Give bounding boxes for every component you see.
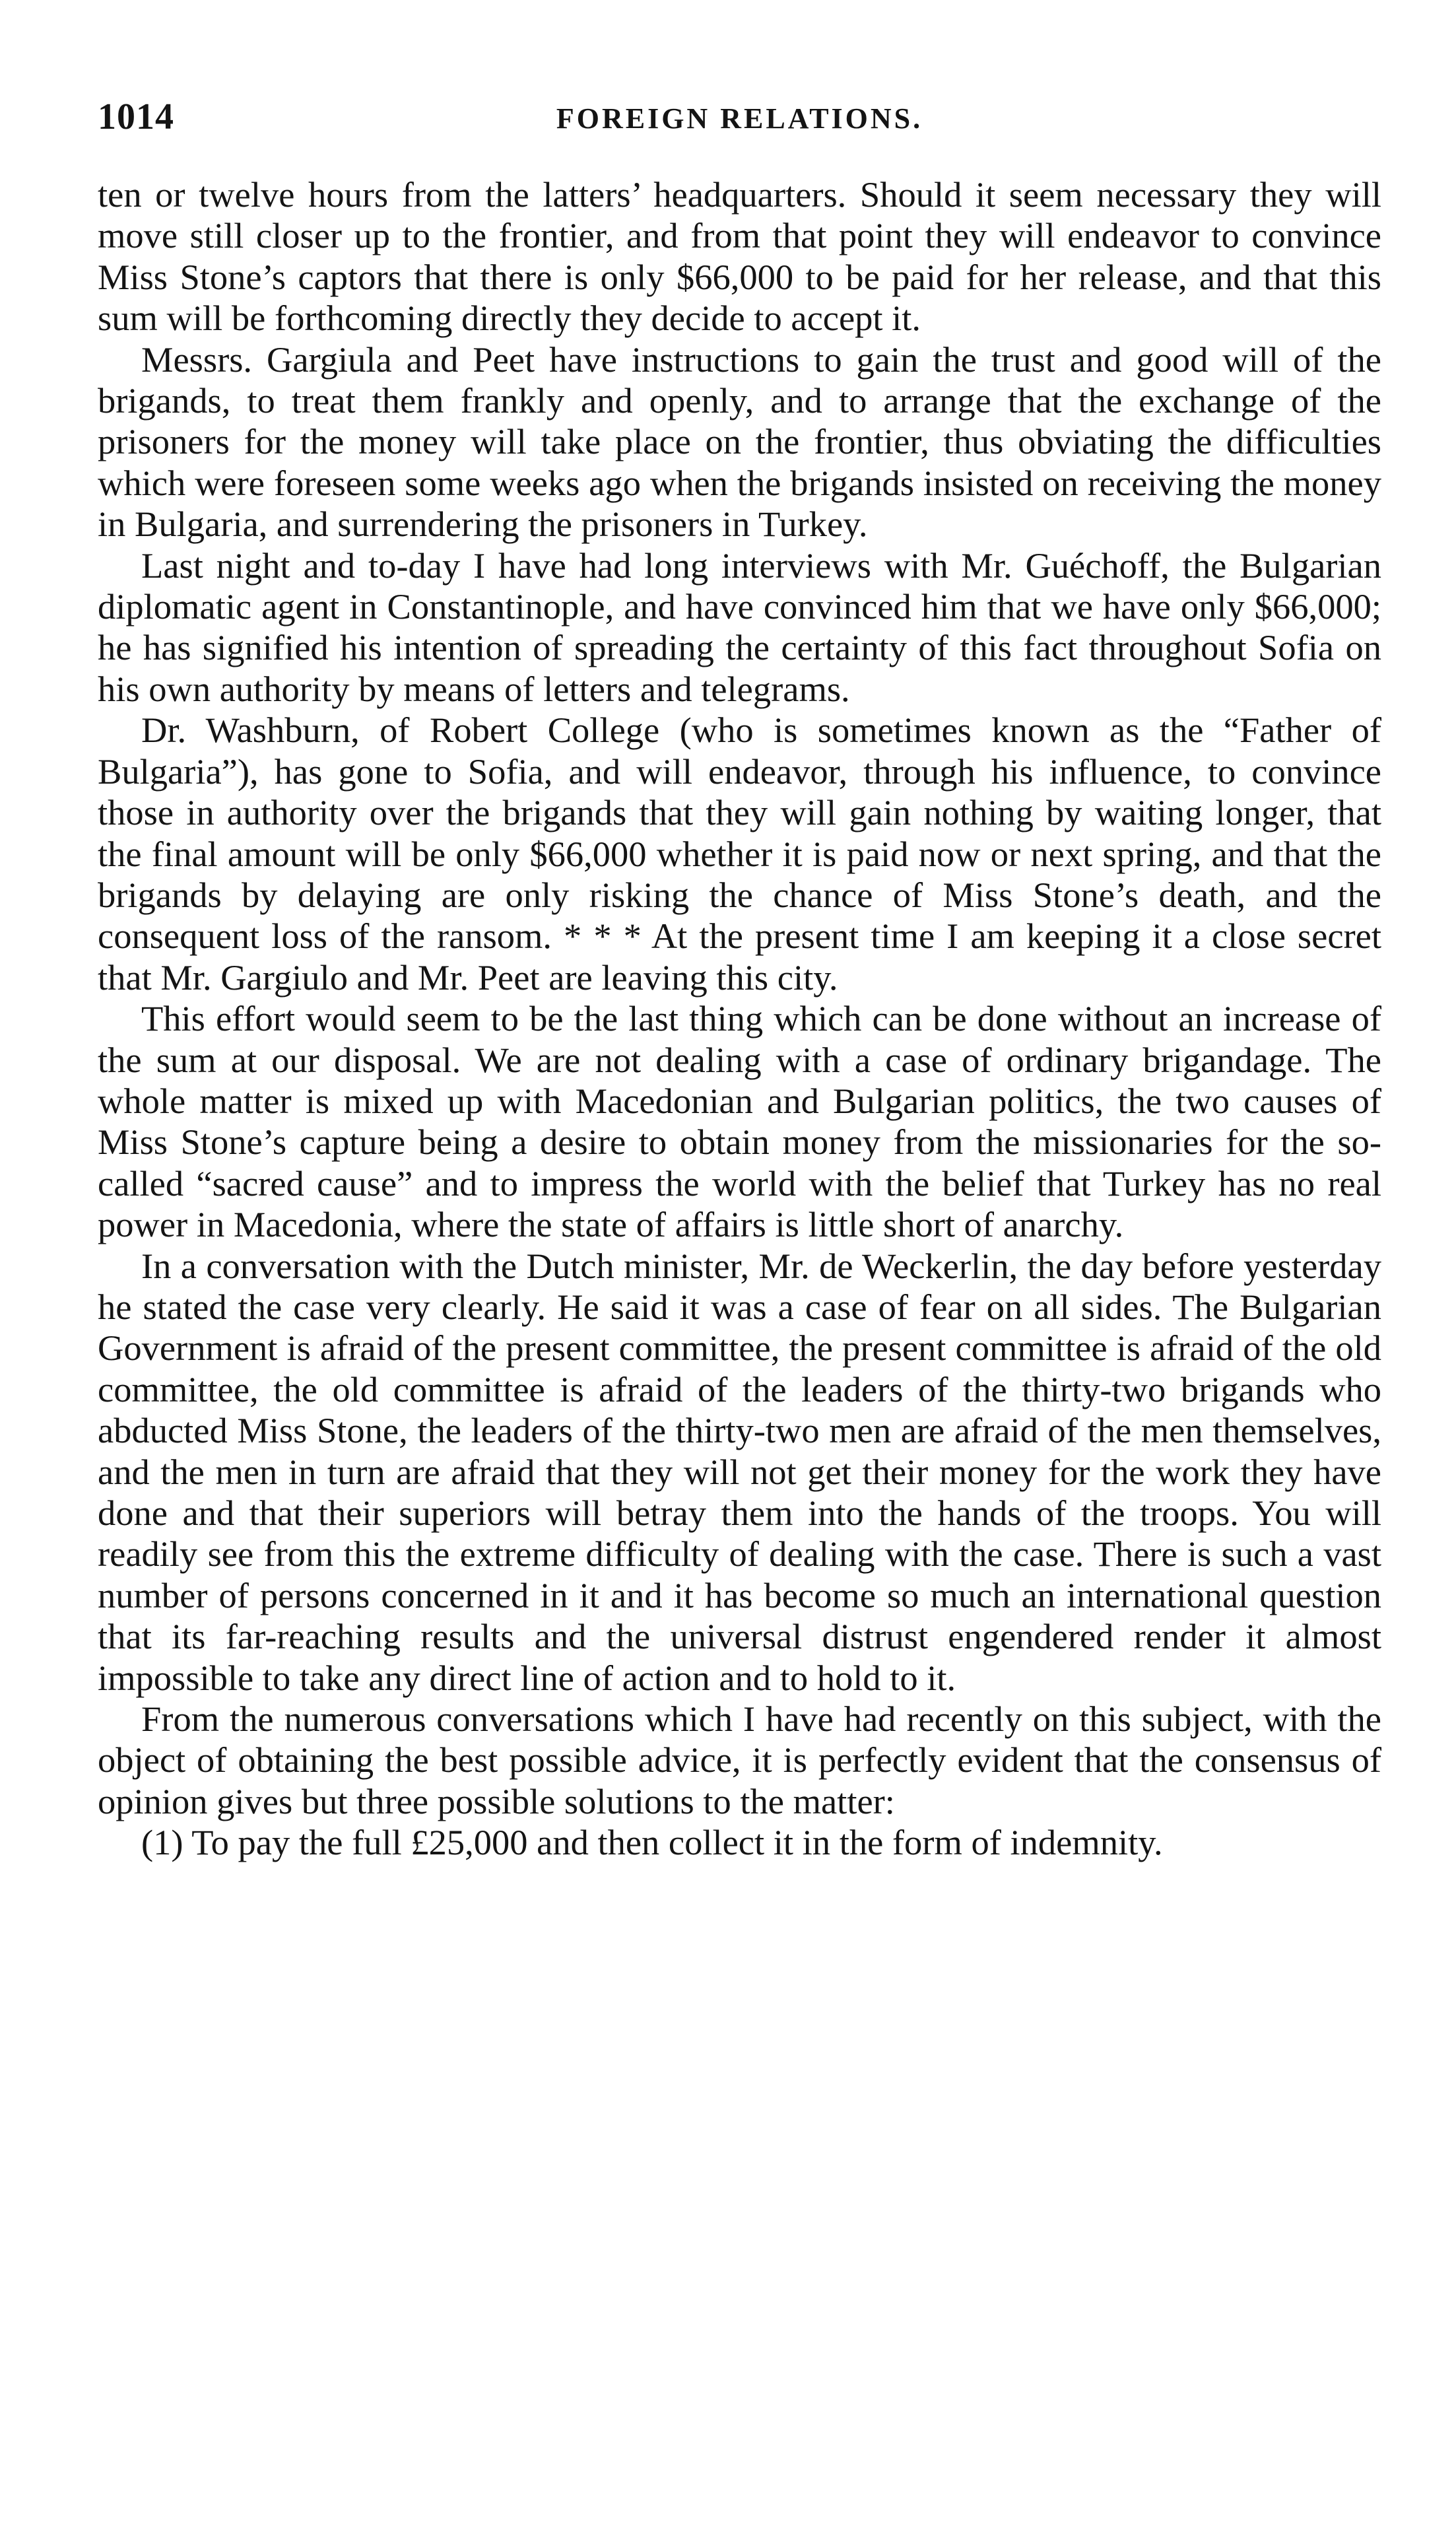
page-number: 1014 <box>98 96 174 137</box>
running-head: FOREIGN RELATIONS. <box>556 102 923 135</box>
paragraph: Dr. Washburn, of Robert College (who is sometimes known as the “Father of Bulgaria”), has gone to Sofia, and will endeavor, through his influence, to convince those in authority over the brigands that they will gain nothing by waiting longer, that the final amount will be only $66,000 whether it is paid now or next spring, and that the brigands by delaying are only risking the chance of Miss Stone’s death, and the consequent loss of the ransom. * * * At the present time I am keeping it a close secret that Mr. Gargiulo and Mr. Peet are leaving this city. <box>98 710 1381 998</box>
paragraph: From the numerous conversations which I have had recently on this subject, with the object of obtaining the best possible advice, it is perfectly evident that the consensus of opinion gives but three possible solutions to the matter: <box>98 1699 1381 1821</box>
paragraph: (1) To pay the full £25,000 and then collect it in the form of indemnity. <box>141 1822 1163 1863</box>
paragraph: ten or twelve hours from the latters’ headquarters. Should it seem necessary they will move still closer up to the frontier, and from that point they will endeavor to convince Miss Stone’s captors that there is only $66,000 to be paid for her release, and that this sum will be forthcoming directly they decide to accept it. <box>98 174 1381 339</box>
paragraph: Messrs. Gargiula and Peet have instructions to gain the trust and good will of the brigands, to treat them frankly and openly, and to arrange that the exchange of the prisoners for the money will take place on the frontier, thus obviating the difficulties which were foreseen some weeks ago when the brigands insisted on receiving the money in Bulgaria, and surrendering the prisoners in Turkey. <box>98 339 1381 545</box>
paragraph: This effort would seem to be the last thing which can be done without an increase of the sum at our disposal. We are not dealing with a case of ordinary brigandage. The whole matter is mixed up with Macedonian and Bulgarian politics, the two causes of Miss Stone’s capture being a desire to obtain money from the missionaries for the so-called “sacred cause” and to impress the world with the belief that Turkey has no real power in Macedonia, where the state of affairs is little short of anarchy. <box>98 998 1381 1245</box>
body-text <box>98 174 1381 1864</box>
page-header <box>98 94 1381 140</box>
paragraph: In a conversation with the Dutch minister, Mr. de Weckerlin, the day before yesterday he stated the case very clearly. He said it was a case of fear on all sides. The Bulgarian Government is afraid of the present committee, the present committee is afraid of the old committee, the old committee is afraid of the leaders of the thirty-two brigands who abducted Miss Stone, the leaders of the thirty-two men are afraid of the men themselves, and the men in turn are afraid that they will not get their money for the work they have done and that their superiors will betray them into the hands of the troops. You will readily see from this the extreme difficulty of dealing with the case. There is such a vast number of persons concerned in it and it has become so much an international question that its far-reaching results and the universal distrust engendered render it almost impossible to take any direct line of action and to hold to it. <box>98 1245 1381 1698</box>
paragraph: Last night and to-day I have had long interviews with Mr. Guéchoff, the Bulgarian diplomatic agent in Constantinople, and have convinced him that we have only $66,000; he has signified his intention of spreading the certainty of this fact throughout Sofia on his own authority by means of letters and telegrams. <box>98 545 1381 709</box>
